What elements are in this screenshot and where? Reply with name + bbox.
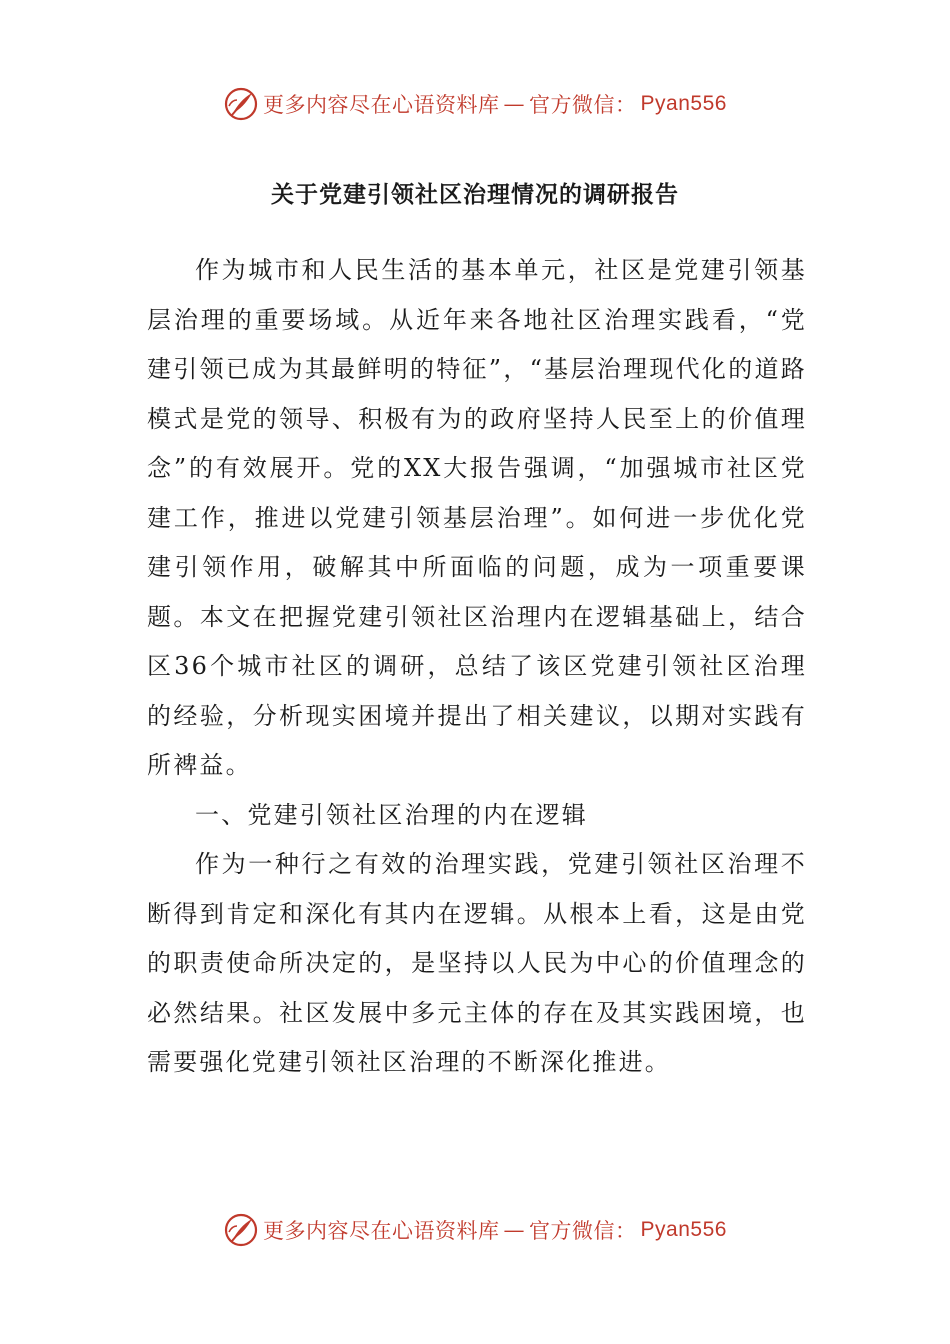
- watermark-brand: 更多内容尽在心语资料库: [263, 93, 500, 117]
- watermark-official-label: 官方微信：: [529, 1219, 637, 1243]
- footer-watermark: [0, 1212, 950, 1248]
- watermark-dash: —: [503, 1218, 526, 1242]
- quill-logo-icon: [223, 86, 259, 122]
- document-body: [147, 246, 807, 1088]
- watermark-official-label: 官方微信：: [529, 93, 637, 117]
- document-title: 关于党建引领社区治理情况的调研报告: [271, 181, 679, 208]
- quill-logo-icon: [223, 1212, 259, 1248]
- watermark-brand: 更多内容尽在心语资料库: [263, 1219, 500, 1243]
- watermark-wechat-id: Pyan556: [640, 92, 727, 115]
- header-watermark: [0, 86, 950, 122]
- paragraph-logic: 作为一种行之有效的治理实践，党建引领社区治理不断得到肯定和深化有其内在逻辑。从根本上看，这是由党的职责使命所决定的，是坚持以人民为中心的价值理念的必然结果。社区发展中多元主体的存在及其实践困境，也需要强化党建引领社区治理的不断深化推进。: [147, 850, 807, 1076]
- section-heading: 一、党建引领社区治理的内在逻辑: [195, 800, 588, 829]
- watermark-dash: —: [503, 92, 526, 116]
- paragraph-intro: 作为城市和人民生活的基本单元，社区是党建引领基层治理的重要场域。从近年来各地社区治理实践看，“党建引领已成为其最鲜明的特征”，“基层治理现代化的道路模式是党的领导、积极有为的政府坚持人民至上的价值理念”的有效展开。党的XX大报告强调，“加强城市社区党建工作，推进以党建引领基层治理”。如何进一步优化党建引领作用，破解其中所面临的问题，成为一项重要课题。本文在把握党建引领社区治理内在逻辑基础上，结合区36个城市社区的调研，总结了该区党建引领社区治理的经验，分析现实困境并提出了相关建议，以期对实践有所裨益。: [147, 256, 807, 779]
- watermark-wechat-id: Pyan556: [640, 1218, 727, 1241]
